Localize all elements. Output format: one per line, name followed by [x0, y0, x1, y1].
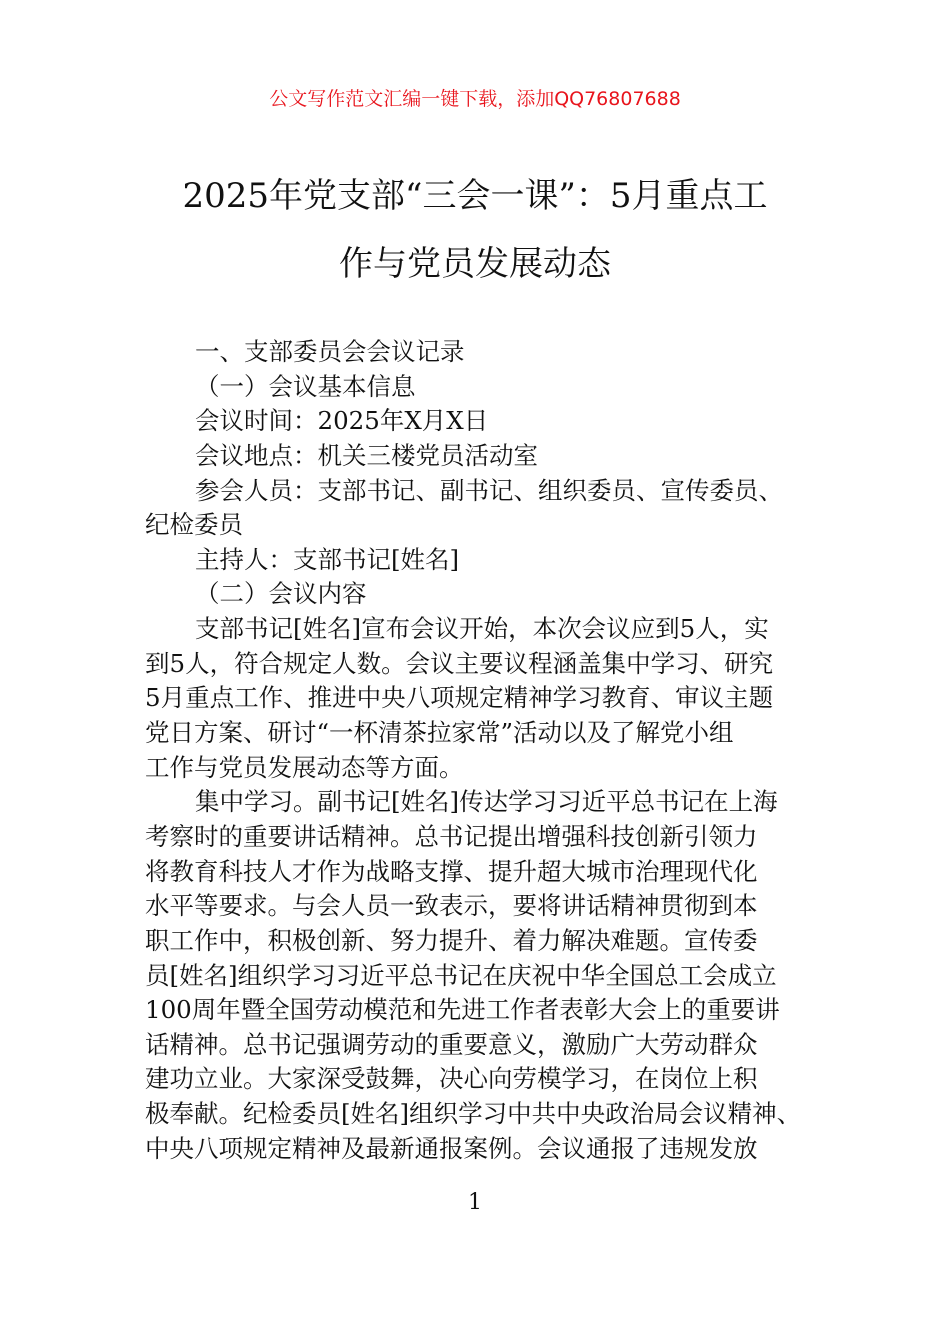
text-line: 一、支部委员会会议记录 [195, 337, 465, 366]
text-line: 工作与党员发展动态等方面。 [145, 752, 464, 782]
document-title-line-2: 作与党员发展动态 [339, 244, 611, 284]
text-line: 建功立业。大家深受鼓舞，决心向劳模学习，在岗位上积 [145, 1064, 758, 1094]
download-banner-link[interactable]: 公文写作范文汇编一键下载，添加QQ76807688 [269, 88, 681, 110]
text-line: 员[姓名]组织学习习近平总书记在庆祝中华全国总工会成立 [145, 960, 777, 990]
text-line: 考察时的重要讲话精神。总书记提出增强科技创新引领力 [145, 821, 758, 851]
text-line: 5月重点工作、推进中央八项规定精神学习教育、审议主题 [145, 683, 774, 713]
text-line: 会议时间：2025年X月X日 [195, 406, 489, 436]
text-line: 会议地点：机关三楼党员活动室 [195, 440, 538, 470]
text-line: 话精神。总书记强调劳动的重要意义，激励广大劳动群众 [145, 1029, 758, 1059]
text-line: 中央八项规定精神及最新通报案例。会议通报了违规发放 [145, 1133, 758, 1163]
text-line: 水平等要求。与会人员一致表示，要将讲话精神贯彻到本 [145, 891, 758, 921]
text-line: 100周年暨全国劳动模范和先进工作者表彰大会上的重要讲 [145, 995, 780, 1025]
document-body [145, 335, 825, 1166]
text-line: 职工作中，积极创新、努力提升、着力解决难题。宣传委 [145, 925, 758, 955]
document-title-line-1: 2025年党支部“三会一课”：5月重点工 [182, 176, 768, 216]
text-line: 主持人：支部书记[姓名] [195, 544, 460, 574]
text-line: （一）会议基本信息 [195, 371, 416, 401]
text-line: 极奉献。纪检委员[姓名]组织学习中共中央政治局会议精神、 [145, 1099, 802, 1129]
text-line: （二）会议内容 [195, 579, 367, 609]
text-line: 将教育科技人才作为战略支撑、提升超大城市治理现代化 [145, 856, 758, 886]
text-line: 到5人，符合规定人数。会议主要议程涵盖集中学习、研究 [145, 648, 774, 678]
text-line: 党日方案、研讨“一杯清茶拉家常”活动以及了解党小组 [145, 718, 734, 748]
page-number: 1 [468, 1190, 482, 1215]
text-line: 参会人员：支部书记、副书记、组织委员、宣传委员、 [195, 475, 783, 505]
text-line: 纪检委员 [145, 510, 243, 540]
text-line: 集中学习。副书记[姓名]传达学习习近平总书记在上海 [195, 787, 778, 817]
text-line: 支部书记[姓名]宣布会议开始，本次会议应到5人，实 [195, 614, 769, 644]
